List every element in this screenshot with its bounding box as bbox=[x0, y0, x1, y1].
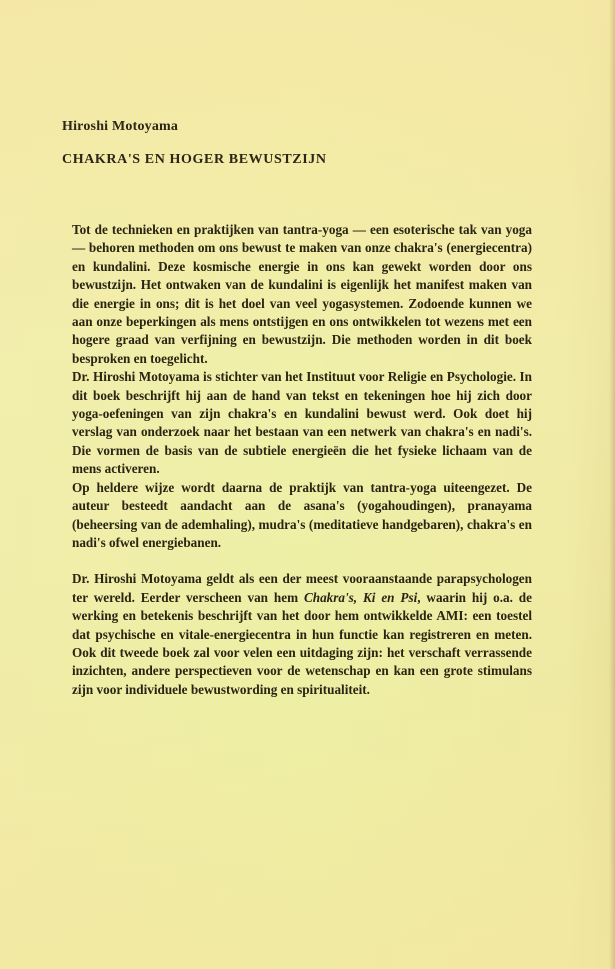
blurb-text bbox=[72, 221, 532, 699]
closing-text-start: Dr. Hiroshi Motoyama geldt als een der meest vooraanstaande parapsychologen ter wereld. Eerder verscheen van hem bbox=[72, 571, 532, 605]
closing-text-end: , waarin hij o.a. de werking en betekenis beschrijft van het door hem ontwikkelde AMI: een toestel dat psychische en vitale-energiecentra in hun functie kan registreren en meten. Ook dit tweede boek zal voor velen een uitdaging zijn: het verschaft verrassende inzichten, andere perspectieven voor de wetenschap en kan een grote stimulans zijn voor individuele bewustwording en spiritualiteit. bbox=[72, 589, 532, 697]
paragraph-closing bbox=[72, 570, 532, 699]
book-title: CHAKRA'S EN HOGER BEWUSTZIJN bbox=[62, 152, 327, 167]
paragraph-author-bio: Dr. Hiroshi Motoyama is stichter van het Instituut voor Religie en Psychologie. In dit boek beschrijft hij aan de hand van tekst en tekeningen hoe hij zich door yoga-oefeningen van zijn chakra's en kundalini bewust werd. Ook doet hij verslag van onderzoek naar het bestaan van een netwerk van chakra's en nadi's. Die vormen de basis van de subtiele energieën die het fysieke lichaam van de mens activeren. bbox=[72, 369, 532, 477]
author-name: Hiroshi Motoyama bbox=[62, 119, 179, 134]
paragraph-intro: Tot de technieken en praktijken van tantra-yoga — een esoterische tak van yoga — behoren methoden om ons bewust te maken van onze chakra's (energiecentra) en kundalini. Deze kosmische energie in ons kan gewekt worden door ons bewustzijn. Het ontwaken van de kundalini is eigenlijk het manifest maken van die energie in ons; dit is het doel van veel yogasystemen. Zodoende kunnen we aan onze beperkingen als mens ontstijgen en ons ontwikkelen tot wezens met een hogere graad van verfijning en bewustzijn. Die methoden worden in dit boek besproken en toegelicht. bbox=[72, 222, 532, 366]
page-edge-shadow bbox=[609, 0, 615, 969]
paragraph-practice: Op heldere wijze wordt daarna de praktijk van tantra-yoga uiteengezet. De auteur besteedt aandacht aan de asana's (yogahoudingen), pranayama (beheersing van de ademhaling), mudra's (meditatieve handgebaren), chakra's en nadi's ofwel energiebanen. bbox=[72, 479, 532, 550]
earlier-book-title: Chakra's, Ki en Psi bbox=[303, 589, 418, 605]
